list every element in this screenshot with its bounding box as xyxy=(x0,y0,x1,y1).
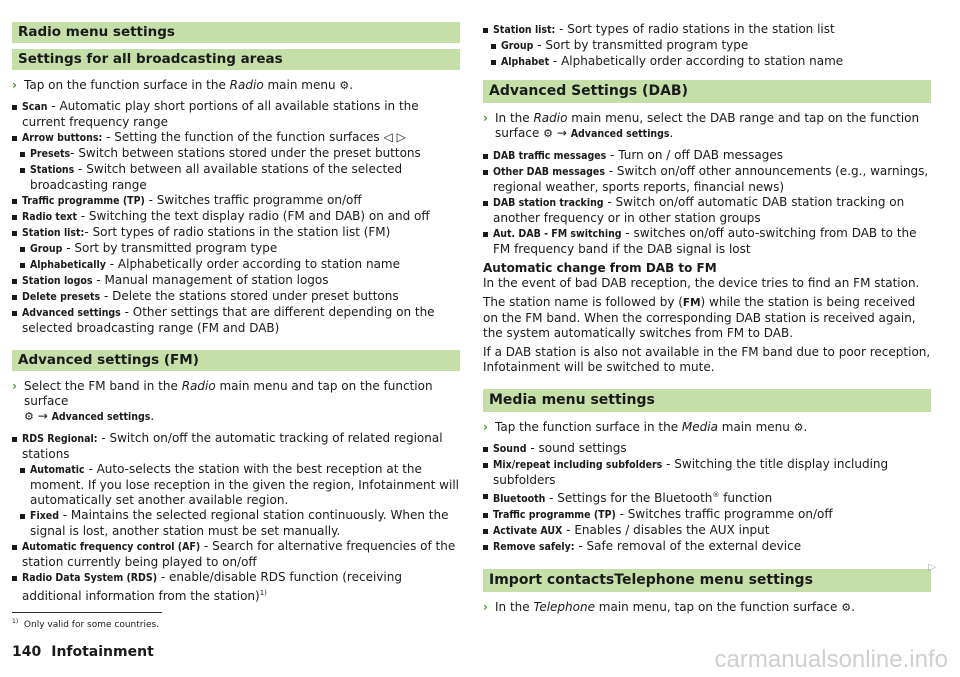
instruction-step: › Select the FM band in the Radio main menu and tap on the function surface ⚙ → Advanced settings. xyxy=(12,379,433,423)
instruction-step: › In the Radio main menu, select the DAB range and tap on the function surface ⚙ → Advanced settings. xyxy=(483,111,920,140)
list-item-group: Group - Sort by transmitted program type xyxy=(12,241,460,257)
list-item-delete-presets: Delete presets - Delete the stations stored under preset buttons xyxy=(12,289,460,305)
bullet-icon xyxy=(491,44,496,49)
bullet-icon xyxy=(12,136,17,141)
list-item-alphabet: Alphabet - Alphabetically order according to station name xyxy=(483,54,931,70)
list-item-automatic: Automatic - Auto-selects the station with the best reception at the moment. If you lose reception in the given the region, Infotainment will automatically set another available region. xyxy=(12,462,460,508)
list-item-rds: Radio Data System (RDS) - enable/disable RDS function (receiving additional information from the station)$^{1)}$ xyxy=(12,570,460,604)
instruction-step: › In the Telephone main menu, tap on the function surface ⚙. xyxy=(483,600,855,614)
paragraph-auto-change: In the event of bad DAB reception, the device tries to find an FM station. xyxy=(483,276,920,290)
bullet-icon xyxy=(12,105,17,110)
bullet-icon xyxy=(20,263,25,268)
list-item-radio-text: Radio text - Switching the text display radio (FM and DAB) on and off xyxy=(12,209,460,225)
list-item-station-logos: Station logos - Manual management of station logos xyxy=(12,273,460,289)
list-item-station-list: Station list: - Sort types of radio stations in the station list xyxy=(483,22,931,38)
bullet-icon xyxy=(20,168,25,173)
list-item-advanced-settings: Advanced settings - Other settings that are different depending on the selected broadcasting range (FM and DAB) xyxy=(12,305,460,336)
bullet-icon xyxy=(12,295,17,300)
list-item-dab-traffic-messages: DAB traffic messages - Turn on / off DAB messages xyxy=(483,148,931,164)
page-footer xyxy=(12,644,154,660)
right-triangle-icon: ▷ xyxy=(396,130,406,144)
settings-gear-icon: ⚙ xyxy=(841,601,852,614)
list-item-stations: Stations - Switch between all available stations of the selected broadcasting range xyxy=(12,162,460,193)
list-item-remove-safely: Remove safely: - Safe removal of the external device xyxy=(483,539,931,555)
bullet-icon xyxy=(12,231,17,236)
heading-advanced-settings-dab: Advanced Settings (DAB) xyxy=(483,80,931,103)
watermark: carmanualsonline.info xyxy=(714,646,948,673)
chapter-title: Infotainment xyxy=(51,644,154,660)
list-item-arrow-buttons: Arrow buttons: - Setting the function of the function surfaces ◁ ▷ xyxy=(12,130,460,146)
bullet-icon xyxy=(483,154,488,159)
list-item-dab-fm-switching: Aut. DAB - FM switching - switches on/off auto-switching from DAB to the FM frequency band if the DAB signal is lost xyxy=(483,226,931,257)
instruction-step: › Tap on the function surface in the Radio main menu ⚙. xyxy=(12,78,354,92)
step-arrow-icon: › xyxy=(12,78,17,92)
footnote-divider xyxy=(12,612,162,613)
right-column xyxy=(483,22,931,615)
instruction-step: › Tap the function surface in the Media main menu ⚙. xyxy=(483,420,808,434)
list-item-dab-station-tracking: DAB station tracking - Switch on/off automatic DAB station tracking on another frequency or in other station groups xyxy=(483,195,931,226)
settings-gear-icon: ⚙ xyxy=(24,410,34,423)
footnote: $^{1)}$ Only valid for some countries. xyxy=(12,618,160,630)
continue-arrow-icon: ▷ xyxy=(928,562,936,573)
bullet-icon xyxy=(20,468,25,473)
list-item-fixed: Fixed - Maintains the selected regional station continuously. When the signal is lost, another station must be set manually. xyxy=(12,508,460,539)
bullet-icon xyxy=(12,215,17,220)
bullet-icon xyxy=(483,529,488,534)
bullet-icon xyxy=(483,28,488,33)
subheading-auto-change: Automatic change from DAB to FM xyxy=(483,261,717,275)
list-item-traffic-programme: Traffic programme (TP) - Switches traffic programme on/off xyxy=(12,193,460,209)
fm-marker: FM xyxy=(682,297,701,309)
bullet-icon xyxy=(12,279,17,284)
step-arrow-icon: › xyxy=(12,379,17,393)
paragraph-fm-indicator: The station name is followed by (FM) while the station is being received on the FM band. When the corresponding DAB station is received again, the system automatically switches from FM to DAB. xyxy=(483,295,916,340)
list-item-mix-repeat: Mix/repeat including subfolders - Switching the title display including subfolders xyxy=(483,457,931,488)
bullet-icon xyxy=(20,152,25,157)
list-item-presets: Presets- Switch between stations stored under the preset buttons xyxy=(12,146,460,162)
list-item-bluetooth: Bluetooth - Settings for the Bluetooth® function xyxy=(483,488,931,507)
list-item-alphabetically: Alphabetically - Alphabetically order according to station name xyxy=(12,257,460,273)
heading-import-contacts: Import contactsTelephone menu settings xyxy=(483,569,931,592)
left-column xyxy=(12,22,460,604)
paragraph-mute: If a DAB station is also not available in the FM band due to poor reception, Infotainment will be switched to mute. xyxy=(483,345,931,374)
bullet-icon xyxy=(483,170,488,175)
bullet-icon xyxy=(12,199,17,204)
bullet-icon xyxy=(483,494,488,499)
bullet-icon xyxy=(483,463,488,468)
list-item-activate-aux: Activate AUX - Enables / disables the AUX input xyxy=(483,523,931,539)
list-item-scan: Scan - Automatic play short portions of all available stations in the current frequency range xyxy=(12,99,460,130)
bullet-icon xyxy=(491,60,496,65)
list-item-rds-regional: RDS Regional: - Switch on/off the automatic tracking of related regional stations xyxy=(12,431,460,462)
bullet-icon xyxy=(12,545,17,550)
settings-gear-icon: ⚙ xyxy=(543,127,554,140)
list-item-other-dab-messages: Other DAB messages - Switch on/off other announcements (e.g., warnings, regional weather, sports reports, financial news) xyxy=(483,164,931,195)
list-item-af: Automatic frequency control (AF) - Search for alternative frequencies of the station currently being played to on/off xyxy=(12,539,460,570)
bullet-icon xyxy=(483,201,488,206)
bullet-icon xyxy=(12,576,17,581)
heading-media-menu-settings: Media menu settings xyxy=(483,389,931,412)
settings-gear-icon: ⚙ xyxy=(339,79,350,92)
bullet-icon xyxy=(483,447,488,452)
list-item-station-list: Station list:- Sort types of radio stations in the station list (FM) xyxy=(12,225,460,241)
footnote-ref: 1) xyxy=(259,589,267,597)
heading-all-broadcasting-areas: Settings for all broadcasting areas xyxy=(12,49,460,70)
step-arrow-icon: › xyxy=(483,111,488,125)
heading-advanced-settings-fm: Advanced settings (FM) xyxy=(12,350,460,371)
bullet-icon xyxy=(20,247,25,252)
list-item-traffic-programme: Traffic programme (TP) - Switches traffic programme on/off xyxy=(483,507,931,523)
list-item-sound: Sound - sound settings xyxy=(483,441,931,457)
bullet-icon xyxy=(483,232,488,237)
bullet-icon xyxy=(483,545,488,550)
step-arrow-icon: › xyxy=(483,600,488,614)
settings-gear-icon: ⚙ xyxy=(793,421,804,434)
bullet-icon xyxy=(12,437,17,442)
page-number: 140 xyxy=(12,644,42,660)
bullet-icon xyxy=(12,311,17,316)
bullet-icon xyxy=(483,513,488,518)
step-arrow-icon: › xyxy=(483,420,488,434)
bullet-icon xyxy=(20,514,25,519)
list-item-group: Group - Sort by transmitted program type xyxy=(483,38,931,54)
left-triangle-icon: ◁ xyxy=(383,130,393,144)
heading-radio-menu-settings: Radio menu settings xyxy=(12,22,460,43)
